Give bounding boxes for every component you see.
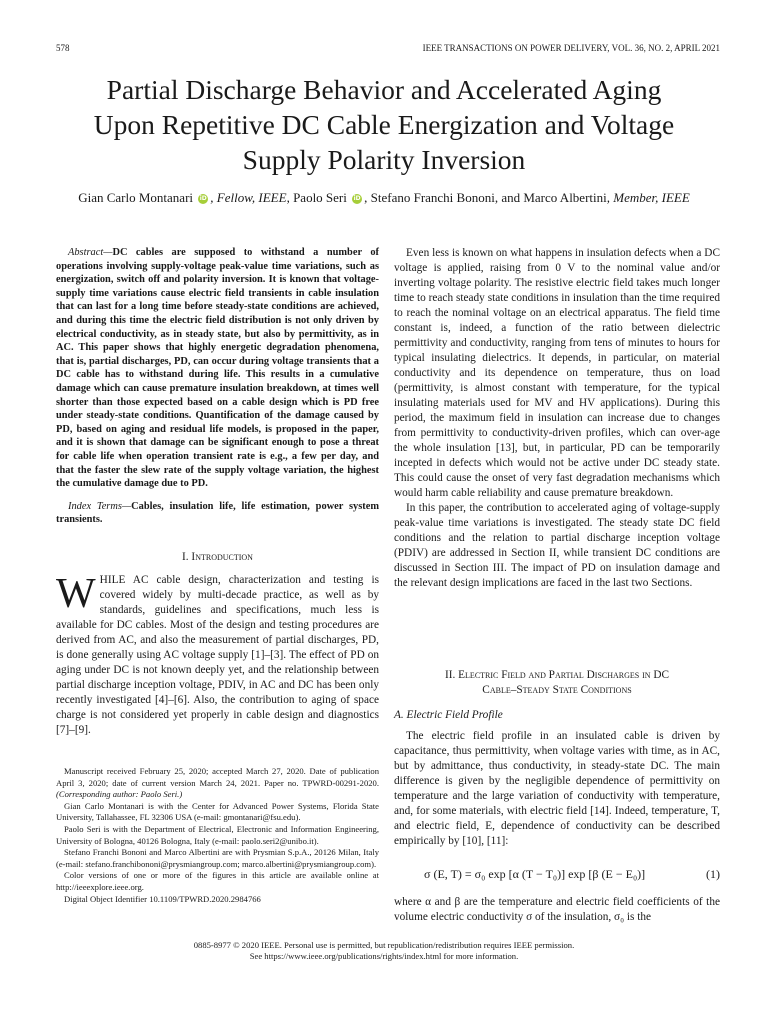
author-seri: , Paolo Seri [286,190,347,205]
footnote-doi: Digital Object Identifier 10.1109/TPWRD.2020.2984766 [64,893,261,904]
footnote-montanari: Gian Carlo Montanari is with the Center for Advanced Power Systems, Florida State University, Tallahassee, FL 32306 USA (e-mail: gmontanari@fsu.edu). [56,800,379,823]
index-terms-label: Index Terms— [68,500,132,512]
paper-title [40,72,728,177]
author-albertini-role: , Member, IEEE [606,190,690,205]
journal-header: IEEE TRANSACTIONS ON POWER DELIVERY, VOL. 36, NO. 2, APRIL 2021 [422,43,720,53]
electric-field-paragraph [394,729,720,849]
title-line-3: Supply Polarity Inversion [242,144,526,175]
right-paragraph-4: where α and β are the temperature and electric field coefficients of the volume electric conductivity σ of the insulation, σ₀ is the [394,896,720,923]
right-paragraph-3: The electric field profile in an insulated cable is driven by capacitance, thus permittivity, when voltage varies with time, as in AC, but by admittance, thus conductivity, in steady-state DC. The main difference is given by the negligible dependence of permittivity on temperature and the large variation of conductivity with temperature, and, for some materials, with electric field [14]. Indeed, temperature, T, and electric field, E, dependence of conductivity can be described empirically by [10], [11]: [394,730,720,847]
equation-number: (1) [706,867,720,881]
abstract [56,246,379,527]
title-line-1: Partial Discharge Behavior and Accelerated Aging [106,74,662,105]
right-paragraph-1: Even less is known on what happens in insulation defects when a DC voltage is applied, raising from 0 V to the nominal value and/or inverting voltage polarity. The resistive electric field takes much longer time to reach steady state conditions in insulation than the time required to reach the nominal voltage on an electrical apparatus. The field time constant is, indeed, a function of the ratio between dielectric permittivity and conductivity, ranging from tens of minutes to hours for typical insulating dielectrics. It depends, in particular, on material conductivity and its dependence on temperature, thus on load (permittivity, is almost constant with temperature, for the typical insulating materials used for MV and HV applications). During this period, the maximum field in insulation can increase due to changes from permittivity to conductivity-driven profiles, which can over-age the whole insulation [13], but, in particular, PD can be temporarily incepted in defects which would not be active under DC steady state. This could cause the onset of very fast degradation mechanisms which would harm cable reliability and cause premature breakdown. [394,247,720,499]
right-paragraph-4-container [394,895,720,925]
section-heading-introduction: I. Introduction [182,551,253,563]
abstract-text: DC cables are supposed to withstand a number of operations involving supply-voltage peak-value time variations, such as energization, switch off and polarity inversion. It is known that voltage-supply time variations cause electric field transients in cable insulation that can last for a long time before steady-state conditions are achieved, and during this time the electric field distribution is not only driven by electrical conductivity, as in steady state, but also by permittivity, as in AC. This paper shows that highly energetic degradation phenomena, that is, partial discharges, PD, can occur during voltage transients that a DC cable has to withstand during life. This results in a cumulative damage which can cause premature insulation breakdown, at times well shorter than those expected based on a cable design which is PD free under steady-state conditions. Quantification of the damage caused by PD, based on aging and residual life models, is proposed in the paper, and it is shown that damage can be significant enough to pose a threat for cable life when operation transient rate is e.g., a few per day, and that the faster the slew rate of the supply voltage variation, the highest the cumulative damage due to PD. [56,247,379,490]
section2-heading-line-1: II. Electric Field and Partial Discharges in DC [444,669,670,681]
author-list [40,190,728,206]
title-line-2: Upon Repetitive DC Cable Energization and Voltage [93,109,675,140]
footer-line-1: 0885-8977 © 2020 IEEE. Personal use is permitted, but republication/redistribution requires IEEE permission. [193,940,575,950]
footer-line-2: See https://www.ieee.org/publications/rights/index.html for more information. [249,951,519,961]
equation-expression: σ (E, T) = σ₀ exp [α (T − T₀)] exp [β (E − E₀)] [424,867,646,881]
section-heading-electric-field [394,668,720,698]
abstract-label: Abstract— [68,247,113,258]
introduction-body [56,573,379,738]
drop-cap: W [56,571,96,617]
footnote-color: Color versions of one or more of the figures in this article are available online at http://ieeexplore.ieee.org. [56,870,379,892]
orcid-icon[interactable]: iD [353,195,361,202]
footnote-manuscript: Manuscript received February 25, 2020; accepted March 27, 2020. Date of publication April 3, 2020; date of current version March 24, 2021. Paper no. TPWRD-00291-2020. [56,766,379,788]
subsection-heading: A. Electric Field Profile [394,709,503,721]
footnote-prysmian: Stefano Franchi Bononi and Marco Albertini are with Prysmian S.p.A., 20126 Milan, Italy (e-mail: stefano.franchibononi@prysmiangroup.com; marco.albertini@prysmiangroup.com). [56,847,379,869]
author-montanari-role: , Fellow, IEEE [210,190,287,205]
index-terms-text: Cables, insulation life, life estimation, power system transients. [56,500,379,526]
copyright-footer [0,940,768,962]
equation-1 [394,866,720,882]
introduction-paragraph: HILE AC cable design, characterization and testing is covered widely by multi-decade practice, as well as by standards, guidelines and specifications, much less is available for DC cables. Most of the design and testing procedures are derived from AC, and also the measurement of partial discharges, PD, is done generally using AC voltage supply [1]–[3]. The effect of PD on aging under DC is not known deeply yet, and the relationship between partial discharge inception voltage, PDIV, in AC and DC has been only recently investigated [4]–[6]. Also, the contribution to aging of space charge is not considered yet properly in cable design and diagnostics [7]–[9]. [56,574,379,736]
footnote-seri: Paolo Seri is with the Department of Electrical, Electronic and Information Engineering, University of Bologna, 40126 Bologna, Italy (e-mail: paolo.seri2@unibo.it). [56,823,379,846]
footnote-corresponding: (Corresponding author: Paolo Seri.) [56,789,183,800]
section2-heading-line-2: Cable–Steady State Conditions [482,684,632,696]
footnotes [56,766,379,905]
right-paragraph-2: In this paper, the contribution to accelerated aging of voltage-supply peak-value time variations is investigated. The steady state DC field conditions and the relation to partial discharge inception voltage (PDIV) are addressed in Section II, while transient DC conditions are discussed in Section III. The impact of PD on insulation damage and the relevant design implications are faced in the last two Sections. [394,502,720,589]
author-montanari: Gian Carlo Montanari [78,190,194,205]
orcid-icon[interactable]: iD [199,195,207,202]
right-column-body [394,246,720,591]
author-bononi-albertini: , Stefano Franchi Bononi, and Marco Albertini [364,190,607,205]
page-number: 578 [56,43,70,53]
